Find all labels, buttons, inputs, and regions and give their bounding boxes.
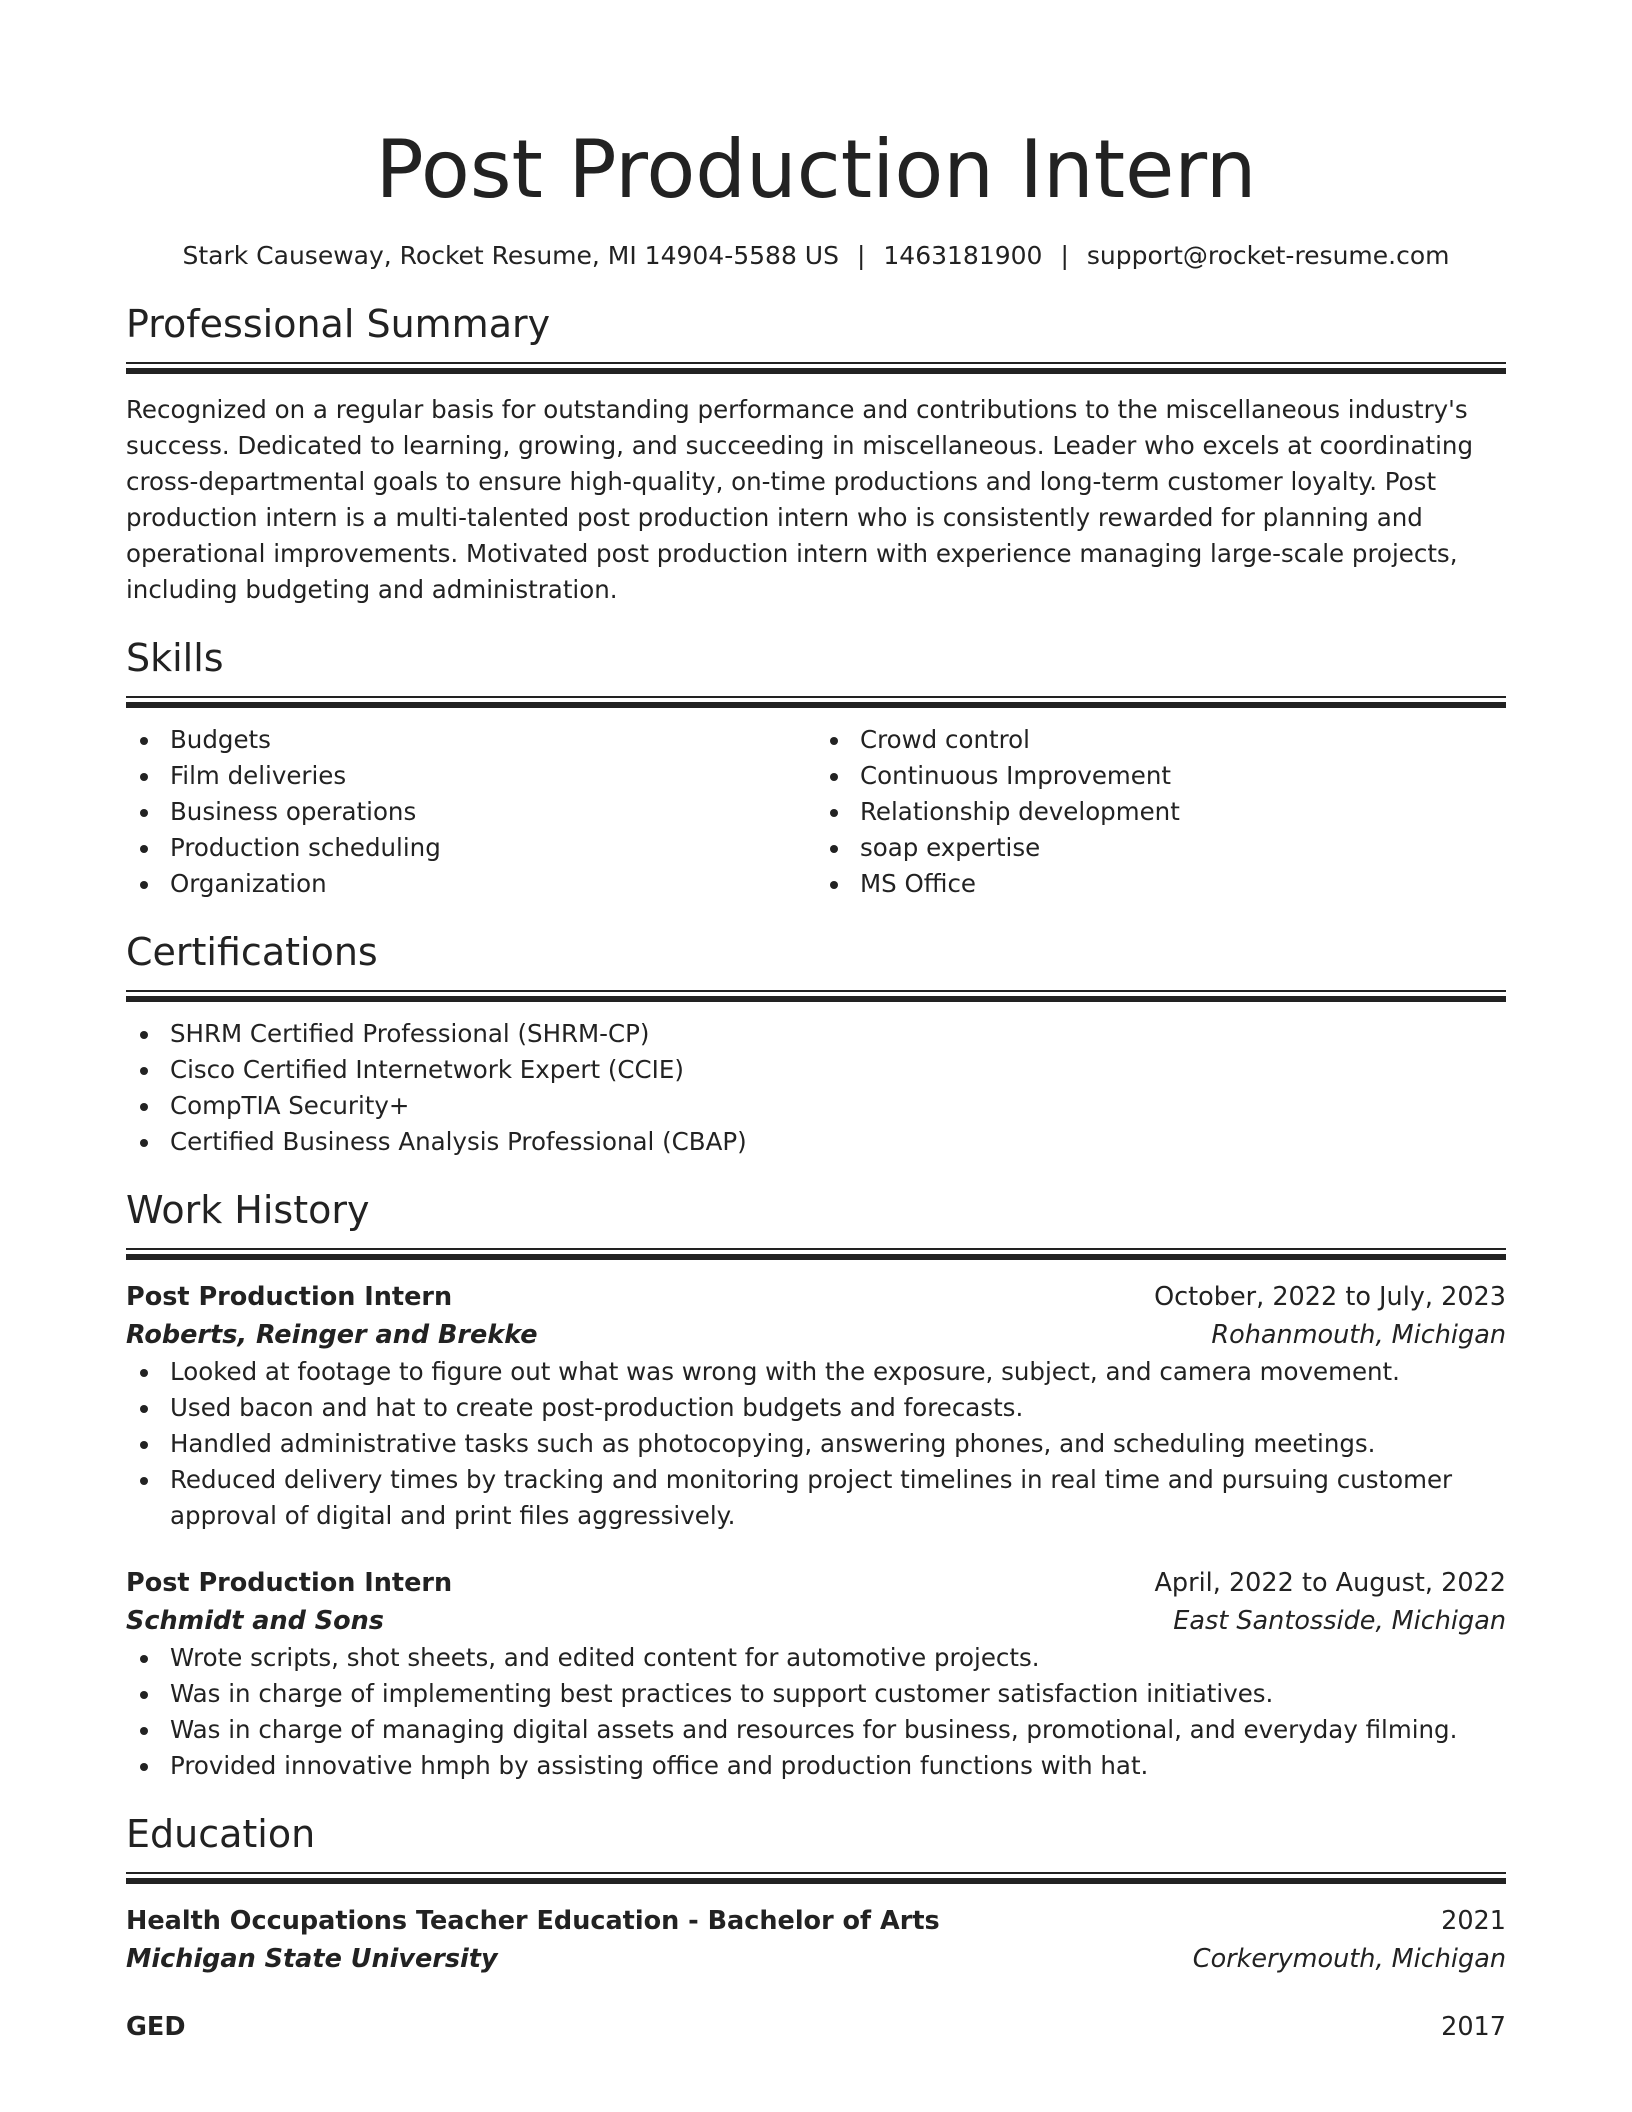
skill-item: Film deliveries	[126, 758, 816, 794]
contact-address: Stark Causeway, Rocket Resume, MI 14904-5588 US	[182, 241, 839, 270]
education-degree: Health Occupations Teacher Education - Bachelor of Arts	[126, 1906, 940, 1936]
job-bullets	[126, 1354, 1506, 1534]
job-title: Post Production Intern	[126, 1282, 453, 1312]
education-entry	[126, 1902, 1506, 1978]
contact-separator: |	[856, 241, 866, 270]
contact-email[interactable]: support@rocket-resume.com	[1086, 241, 1450, 270]
section-divider	[126, 696, 1506, 708]
job-bullet: Was in charge of managing digital assets and resources for business, promotional, and everyday filming.	[126, 1712, 1506, 1748]
certification-item: SHRM Certified Professional (SHRM-CP)	[126, 1016, 1506, 1052]
contact-separator: |	[1060, 241, 1069, 270]
section-title-work-history: Work History	[126, 1188, 370, 1232]
education-year: 2021	[1441, 1906, 1506, 1936]
job-bullets	[126, 1640, 1506, 1784]
education-entry	[126, 2008, 1506, 2046]
job-bullet: Provided innovative hmph by assisting office and production functions with hat.	[126, 1748, 1506, 1784]
skills-column-right	[816, 722, 1506, 902]
skill-item: Organization	[126, 866, 816, 902]
job-bullet: Looked at footage to figure out what was wrong with the exposure, subject, and camera movement.	[126, 1354, 1506, 1390]
education-school: Michigan State University	[126, 1944, 498, 1974]
skill-item: MS Office	[816, 866, 1506, 902]
summary-section	[126, 300, 1506, 608]
job-entry	[126, 1278, 1506, 1534]
section-title-summary: Professional Summary	[126, 302, 551, 346]
job-company-row	[126, 1316, 1506, 1354]
job-header-row	[126, 1564, 1506, 1602]
certification-item: Certified Business Analysis Professional (CBAP)	[126, 1124, 1506, 1160]
skill-item: Continuous Improvement	[816, 758, 1506, 794]
education-location: Corkerymouth, Michigan	[1192, 1944, 1506, 1974]
job-header-row	[126, 1278, 1506, 1316]
certification-item: CompTIA Security+	[126, 1088, 1506, 1124]
skill-item: Budgets	[126, 722, 816, 758]
job-company-row	[126, 1602, 1506, 1640]
education-year: 2017	[1441, 2012, 1506, 2042]
certification-item: Cisco Certified Internetwork Expert (CCIE)	[126, 1052, 1506, 1088]
summary-text: Recognized on a regular basis for outstanding performance and contributions to the miscellaneous industry's success. Dedicated to learning, growing, and succeeding in miscellaneous. Leader who excels at coordinating cross-departmental goals to ensure high-quality, on-time productions and long-term customer loyalty. Post production intern is a multi-talented post production intern who is consistently rewarded for planning and operational improvements. Motivated post production intern with experience managing large-scale projects, including budgeting and administration.	[126, 395, 1474, 604]
contact-line	[126, 238, 1506, 274]
skills-grid	[126, 722, 1506, 902]
section-divider	[126, 990, 1506, 1002]
skill-item: Crowd control	[816, 722, 1506, 758]
section-title-skills: Skills	[126, 636, 224, 680]
contact-phone: 1463181900	[883, 241, 1043, 270]
certifications-list	[126, 1016, 1506, 1160]
education-degree: GED	[126, 2012, 186, 2042]
job-location: East Santosside, Michigan	[1173, 1606, 1506, 1636]
job-company: Schmidt and Sons	[126, 1606, 384, 1636]
skill-item: Production scheduling	[126, 830, 816, 866]
job-entry	[126, 1564, 1506, 1784]
skills-section	[126, 634, 1506, 902]
job-dates: October, 2022 to July, 2023	[1154, 1282, 1506, 1312]
skills-column-left	[126, 722, 816, 902]
job-bullet: Reduced delivery times by tracking and monitoring project timelines in real time and pursuing customer approval of digital and print files aggressively.	[126, 1462, 1506, 1534]
skill-item: Business operations	[126, 794, 816, 830]
skill-item: Relationship development	[816, 794, 1506, 830]
education-degree-row	[126, 2008, 1506, 2046]
section-divider	[126, 1248, 1506, 1260]
job-company: Roberts, Reinger and Brekke	[126, 1320, 538, 1350]
section-divider	[126, 362, 1506, 374]
education-degree-row	[126, 1902, 1506, 1940]
job-bullet: Used bacon and hat to create post-production budgets and forecasts.	[126, 1390, 1506, 1426]
job-location: Rohanmouth, Michigan	[1211, 1320, 1506, 1350]
section-divider	[126, 1872, 1506, 1884]
work-history-section	[126, 1186, 1506, 1784]
job-title: Post Production Intern	[126, 1568, 453, 1598]
section-title-certifications: Certifications	[126, 930, 378, 974]
candidate-name: Post Production Intern	[375, 123, 1257, 216]
certifications-section	[126, 928, 1506, 1160]
job-bullet: Wrote scripts, shot sheets, and edited content for automotive projects.	[126, 1640, 1506, 1676]
section-title-education: Education	[126, 1812, 316, 1856]
job-bullet: Handled administrative tasks such as photocopying, answering phones, and scheduling meetings.	[126, 1426, 1506, 1462]
education-section	[126, 1810, 1506, 2046]
education-school-row	[126, 1940, 1506, 1978]
skill-item: soap expertise	[816, 830, 1506, 866]
job-bullet: Was in charge of implementing best practices to support customer satisfaction initiatives.	[126, 1676, 1506, 1712]
job-dates: April, 2022 to August, 2022	[1154, 1568, 1506, 1598]
